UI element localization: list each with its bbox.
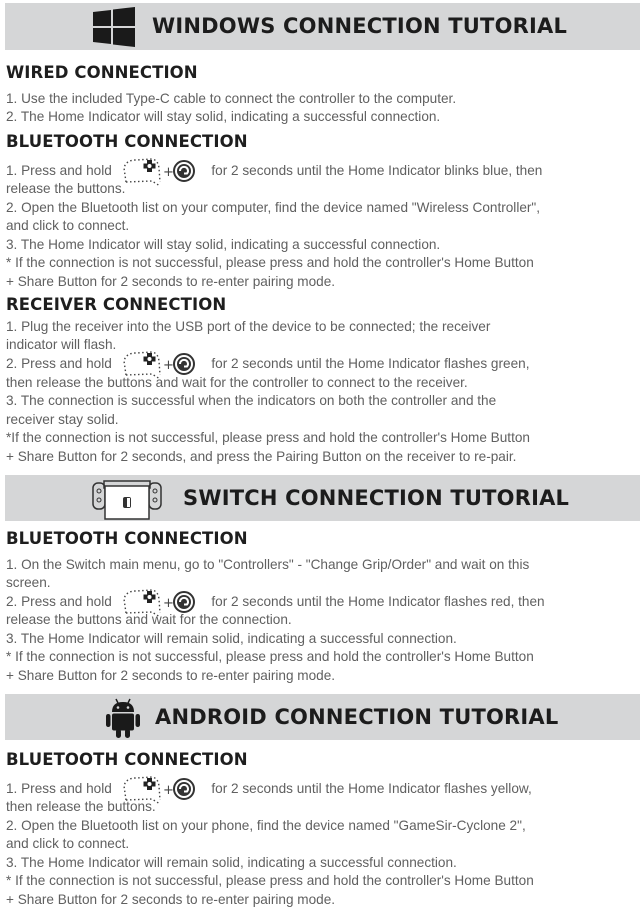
button-combo <box>118 593 206 611</box>
instruction-text: for 2 seconds until the Home Indicator blinks blue, then <box>211 163 543 178</box>
instruction-line: and click to connect. <box>6 218 130 233</box>
instruction-line: then release the buttons. <box>6 799 156 814</box>
svg-text:+: + <box>162 596 174 612</box>
instruction-text: 1. Press and hold <box>6 163 112 178</box>
dpad-icon <box>143 778 155 790</box>
instruction-line: 3. The connection is successful when the indicators on both the controller and the <box>6 393 497 408</box>
instruction-line <box>6 162 542 180</box>
gamesir-home-button-icon <box>174 161 194 181</box>
instruction-line: 3. The Home Indicator will remain solid, indicating a successful connection. <box>6 631 457 646</box>
button-combo <box>118 355 206 373</box>
instruction-text: for 2 seconds until the Home Indicator flashes green, <box>211 356 530 371</box>
share-plus-home-buttons-icon <box>118 156 206 188</box>
instruction-note: *If the connection is not successful, please press and hold the controller's Home Button <box>6 430 530 445</box>
windows-logo-icon <box>93 7 135 47</box>
instruction-line: 2. The Home Indicator will stay solid, indicating a successful connection. <box>6 109 441 124</box>
instruction-text: 2. Press and hold <box>6 356 112 371</box>
instruction-line: 3. The Home Indicator will remain solid, indicating a successful connection. <box>6 855 457 870</box>
android-tutorial-header <box>5 694 640 740</box>
nintendo-switch-icon <box>91 477 163 521</box>
instruction-line: receiver stay solid. <box>6 412 119 427</box>
button-combo <box>118 162 206 180</box>
switch-tutorial-header <box>5 475 640 521</box>
wired-connection-heading: WIRED CONNECTION <box>6 63 198 82</box>
instruction-line: 3. The Home Indicator will stay solid, indicating a successful connection. <box>6 237 441 252</box>
instruction-line <box>6 355 529 373</box>
instruction-line: indicator will flash. <box>6 337 117 352</box>
instruction-line <box>6 780 532 798</box>
android-tutorial-title: ANDROID CONNECTION TUTORIAL <box>155 705 559 729</box>
bluetooth-connection-heading: BLUETOOTH CONNECTION <box>6 529 248 548</box>
instruction-text: 1. Press and hold <box>6 781 112 796</box>
gamesir-home-button-icon <box>174 354 194 374</box>
svg-text:+: + <box>162 358 174 374</box>
instruction-line: 1. On the Switch main menu, go to "Controllers" - "Change Grip/Order" and wait on this <box>6 557 530 572</box>
instruction-line: release the buttons and wait for the connection. <box>6 612 292 627</box>
instruction-line: 2. Open the Bluetooth list on your computer, find the device named "Wireless Controller", <box>6 200 541 215</box>
instruction-line: 2. Open the Bluetooth list on your phone, find the device named "GameSir-Cyclone 2", <box>6 818 526 833</box>
bluetooth-connection-heading: BLUETOOTH CONNECTION <box>6 750 248 769</box>
instruction-text: for 2 seconds until the Home Indicator flashes red, then <box>211 594 545 609</box>
instruction-note: + Share Button for 2 seconds, and press the Pairing Button on the receiver to re-pair. <box>6 449 517 464</box>
instruction-line: screen. <box>6 575 51 590</box>
button-combo <box>118 780 206 798</box>
bluetooth-connection-heading: BLUETOOTH CONNECTION <box>6 132 248 151</box>
gamesir-home-button-icon <box>174 779 194 799</box>
instruction-text: 2. Press and hold <box>6 594 112 609</box>
dpad-icon <box>143 353 155 365</box>
svg-text:+: + <box>162 165 174 181</box>
instruction-line: 1. Plug the receiver into the USB port of the device to be connected; the receiver <box>6 319 491 334</box>
instruction-note: * If the connection is not successful, please press and hold the controller's Home Button <box>6 873 534 888</box>
dpad-icon <box>143 160 155 172</box>
gamesir-home-button-icon <box>174 592 194 612</box>
instruction-note: * If the connection is not successful, please press and hold the controller's Home Button <box>6 649 534 664</box>
svg-text:+: + <box>162 783 174 799</box>
instruction-line: then release the buttons and wait for the controller to connect to the receiver. <box>6 375 468 390</box>
instruction-line: release the buttons. <box>6 181 126 196</box>
instruction-text: for 2 seconds until the Home Indicator flashes yellow, <box>211 781 532 796</box>
instruction-note: + Share Button for 2 seconds to re-enter pairing mode. <box>6 668 336 683</box>
receiver-connection-heading: RECEIVER CONNECTION <box>6 295 227 314</box>
instruction-line: 1. Use the included Type-C cable to connect the controller to the computer. <box>6 91 457 106</box>
instruction-note: + Share Button for 2 seconds to re-enter pairing mode. <box>6 892 336 907</box>
instruction-line <box>6 593 545 611</box>
windows-tutorial-title: WINDOWS CONNECTION TUTORIAL <box>152 14 568 38</box>
instruction-line: and click to connect. <box>6 836 130 851</box>
android-robot-icon <box>105 697 141 739</box>
instruction-note: + Share Button for 2 seconds to re-enter pairing mode. <box>6 274 336 289</box>
windows-tutorial-header <box>5 3 640 50</box>
instruction-note: * If the connection is not successful, please press and hold the controller's Home Button <box>6 255 534 270</box>
switch-tutorial-title: SWITCH CONNECTION TUTORIAL <box>183 486 570 510</box>
dpad-icon <box>143 591 155 603</box>
